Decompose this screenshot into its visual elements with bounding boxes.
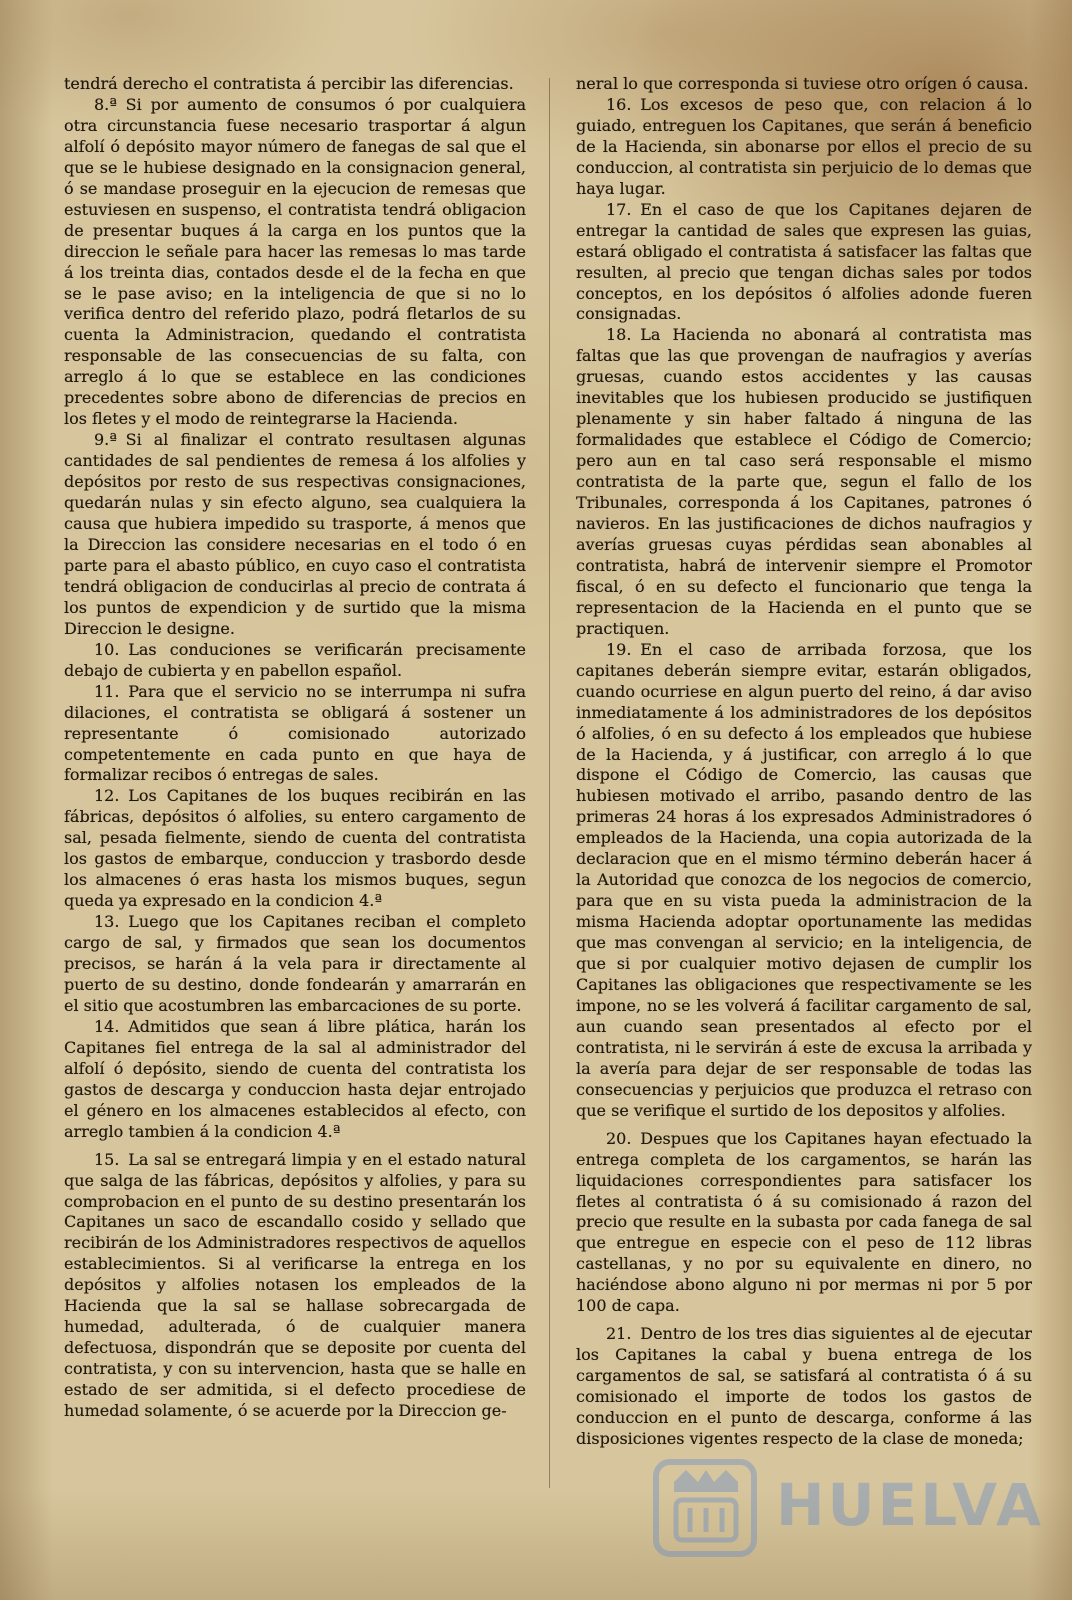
paragraph-condition-9 xyxy=(64,430,526,640)
condition-number: 11. xyxy=(94,681,120,701)
paragraph-text: Dentro de los tres dias siguientes al de ejecutar los Capitanes la cabal y buena entrega de los cargamentos de sal, se satisfará al contratista ó á su comisionado el importe de todos los gastos de conduccion en el punto de descarga, conforme á las disposiciones vigentes respecto de la clase de moneda; xyxy=(576,1324,1032,1448)
paragraph-condition-19 xyxy=(576,640,1032,1122)
paragraph-condition-20 xyxy=(576,1129,1032,1318)
condition-number: 15. xyxy=(94,1149,120,1169)
condition-number: 21. xyxy=(606,1324,632,1344)
condition-number: 14. xyxy=(94,1016,120,1036)
right-column xyxy=(576,74,1032,1494)
condition-number: 8.ª xyxy=(94,94,117,114)
paragraph-text: La sal se entregará limpia y en el estado natural que salga de las fábricas, depósitos y alfolies, y para su comprobacion en el punto de su destino presentarán los Capitanes un saco de escandallo cosido y sellado que recibirán de los Administradores respectivos de aquellos establecimientos. Si al verificarse la entrega en los depósitos y alfolies notasen los empleados de la Hacienda que la sal se hallase sobrecargada de humedad, adulterada, ó de cualquier manera defectuosa, dispondrán que se deposite por cuenta del contratista, y con su intervencion, hasta que se halle en estado de ser admitida, si el defecto procediese de humedad solamente, ó se acuerde por la Direccion ge- xyxy=(64,1149,526,1421)
condition-number: 12. xyxy=(94,786,120,806)
paragraph-text: La Hacienda no abonará al contratista mas faltas que las que provengan de naufragios y averías gruesas, cuando estos accidentes y las causas inevitables que los hubiesen producido se justifiquen plenamente y sin haber faltado á ninguna de las formalidades que establece el Código de Comercio; pero aun en tal caso será responsable el mismo contratista de la parte que, segun el fallo de los Tribunales, corresponda á los Capitanes, patrones ó navieros. En las justificaciones de dichos naufragios y averías gruesas cuyas pérdidas sean abonables al contratista, habrá de intervenir siempre el Promotor fiscal, ó en su defecto el funcionario que tenga la representacion de la Hacienda en el punto que se practiquen. xyxy=(576,325,1032,638)
paragraph-condition-15 xyxy=(64,1150,526,1422)
column-divider xyxy=(549,78,550,1488)
paragraph-condition-21 xyxy=(576,1324,1032,1450)
paragraph-text: En el caso de que los Capitanes dejaren de entregar la cantidad de sales que expresen las guias, estará obligado el contratista á satisfacer las faltas que resulten, al precio que tengan dichas sales por todos conceptos, en los depósitos ó alfolies adonde fueren consignadas. xyxy=(576,199,1032,324)
condition-number: 16. xyxy=(606,94,632,114)
watermark-logo xyxy=(650,1448,1045,1564)
paragraph-condition-18 xyxy=(576,325,1032,639)
paragraph-text: En el caso de arribada forzosa, que los capitanes deberán siempre evitar, estarán obligados, cuando ocurriese en algun puerto del reino, á dar aviso inmediatamente á los administradores de los depósitos ó alfolies, ó en su defecto á los empleados que hubiese de la Hacienda, y á justificar, con arreglo á lo que dispone el Código de Comercio, las causas que hubiesen motivado el arribo, pasando dentro de las primeras 24 horas á los expresados Administradores ó empleados de la Hacienda, una copia autorizada de la declaracion que en el mismo término deberán hacer á la Autoridad que conozca de los negocios de comercio, para que en su vista pueda la administracion de la misma Hacienda adoptar oportunamente las medidas que mas convengan al servicio; en la inteligencia, de que si por cualquier motivo dejasen de cumplir los Capitanes las obligaciones que respectivamente se les impone, no se les volverá á facilitar cargamento de sal, aun cuando sean presentados al efecto por el contratista, ni le servirán á este de excusa la arribada y la avería para dejar de ser responsable de todas las consecuencias y perjuicios que produzca el retraso con que se verifique el surtido de los depositos y alfolies. xyxy=(576,639,1032,1120)
condition-number: 20. xyxy=(606,1128,632,1148)
paragraph-text: Admitidos que sean á libre plática, harán los Capitanes fiel entrega de la sal al administrador del alfolí ó depósito, siendo de cuenta del contratista los gastos de descarga y conduccion hasta dejar entrojado el género en los almacenes establecidos al efecto, con arreglo tambien á la condicion 4.ª xyxy=(64,1016,526,1141)
paragraph-continuation xyxy=(576,74,1032,95)
paragraph-text: Las conduciones se verificarán precisamente debajo de cubierta y en pabellon español. xyxy=(64,639,526,680)
condition-number: 13. xyxy=(94,912,120,932)
paragraph-condition-17 xyxy=(576,200,1032,326)
condition-number: 17. xyxy=(606,199,632,219)
shield-icon xyxy=(650,1448,762,1564)
paragraph-condition-14 xyxy=(64,1017,526,1143)
paragraph-text: Despues que los Capitanes hayan efectuado la entrega completa de los cargamentos, se harán las liquidaciones correspondientes para satisfacer los fletes al contratista ó á su comisionado á razon del precio que resulte en la subasta por cada fanega de sal que entregue en especie con el peso de 112 libras castellanas, y no por su equivalente en dinero, no haciéndose abono alguno ni por mermas ni por 5 por 100 de capa. xyxy=(576,1128,1032,1316)
condition-number: 9.ª xyxy=(94,430,117,450)
watermark-text: HUELVA xyxy=(776,1471,1045,1539)
paragraph-condition-10 xyxy=(64,640,526,682)
paragraph-text: Los Capitanes de los buques recibirán en las fábricas, depósitos ó alfolies, su entero cargamento de sal, pesada fielmente, siendo de cuenta del contratista los gastos de embarque, conduccion y trasbordo desde los almacenes ó eras hasta los mismos buques, segun queda ya expresado en la condicion 4.ª xyxy=(64,786,526,911)
paragraph-text: tendrá derecho el contratista á percibir las diferencias. xyxy=(64,74,514,93)
paragraph-continuation xyxy=(64,74,526,95)
paragraph-condition-11 xyxy=(64,682,526,787)
paragraph-text: Los excesos de peso que, con relacion á lo guiado, entreguen los Capitanes, que serán á beneficio de la Hacienda, sin abonarse por ellos el precio de su conduccion, al contratista sin perjuicio de lo demas que haya lugar. xyxy=(576,94,1032,198)
condition-number: 10. xyxy=(94,639,120,659)
paragraph-condition-12 xyxy=(64,786,526,912)
paragraph-text: Si por aumento de consumos ó por cualquiera otra circunstancia fuese necesario trasportar á algun alfolí ó depósito mayor número de fanegas de sal que el que se le hubiese designado en la consignacion general, ó se mandase proseguir en la ejecucion de remesas que estuviesen en suspenso, el contratista tendrá obligacion de presentar buques á la carga en los puntos que la direccion le señale para hacer las remesas lo mas tarde á los treinta dias, contados desde el de la fecha en que se le pase aviso; en la inteligencia de que si no lo verifica dentro del referido plazo, podrá fletarlos de su cuenta la Administracion, quedando el contratista responsable de las consecuencias de su falta, con arreglo á lo que se establece en las condiciones precedentes sobre abono de diferencias de precios en los fletes y el modo de reintegrarse la Hacienda. xyxy=(64,94,526,429)
paragraph-condition-13 xyxy=(64,912,526,1017)
paragraph-text: Para que el servicio no se interrumpa ni sufra dilaciones, el contratista se obligará á sostener un representante ó comisionado autorizado competentemente en cada punto en que haya de formalizar recibos ó entregas de sales. xyxy=(64,681,526,785)
paragraph-condition-16 xyxy=(576,95,1032,200)
paragraph-condition-8 xyxy=(64,95,526,430)
paragraph-text: Luego que los Capitanes reciban el completo cargo de sal, y firmados que sean los documentos precisos, se harán á la vela para ir directamente al puerto de su destino, donde fondearán y amarrarán en el sitio que acostumbren las embarcaciones de su porte. xyxy=(64,912,526,1015)
left-column xyxy=(64,74,526,1494)
paragraph-text: Si al finalizar el contrato resultasen algunas cantidades de sal pendientes de remesa á los alfolies y depósitos por resto de sus respectivas consignaciones, quedarán nulas y sin efecto alguno, sea cualquiera la causa que hubiera impedido su trasporte, á menos que la Direccion las considere necesarias en el todo ó en parte para el abasto público, en cuyo caso el contratista tendrá obligacion de conducirlas al precio de contrata á los puntos de expendicion y de surtido que la misma Direccion le designe. xyxy=(64,430,526,638)
condition-number: 19. xyxy=(606,639,632,659)
paragraph-text: neral lo que corresponda si tuviese otro orígen ó causa. xyxy=(576,74,1029,93)
condition-number: 18. xyxy=(606,325,632,345)
